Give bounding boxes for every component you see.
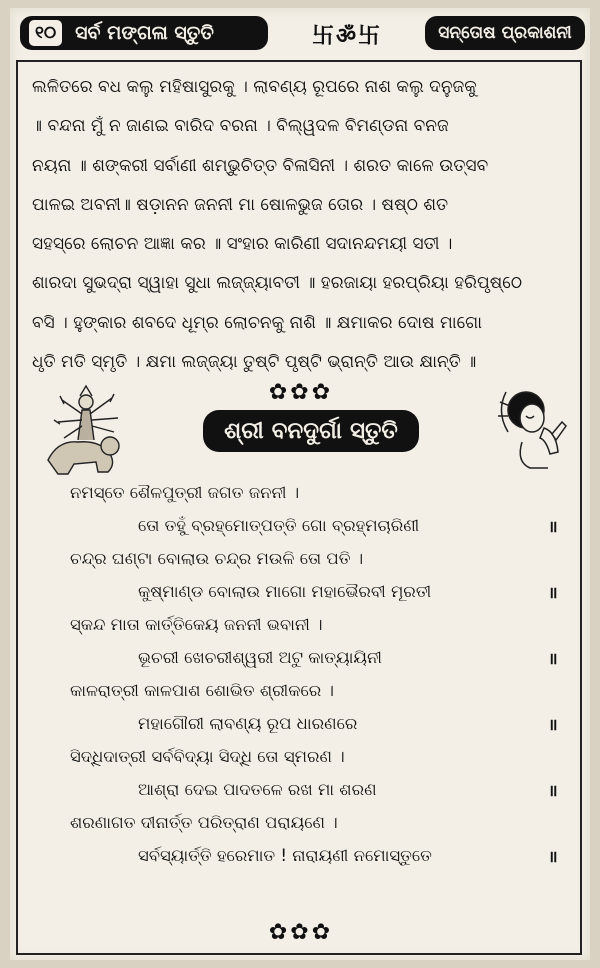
verse-line: ସ୍କନ୍ଦ ମାତା କାର୍ତ୍ତିକେୟ ଜନନୀ ଭବାନୀ । <box>70 615 323 634</box>
content-frame <box>16 60 582 955</box>
page-number: ୧୦ <box>26 17 65 49</box>
verse-end-marker: ॥ <box>548 649 558 668</box>
verse-line: ତୋ ତହୁଁ ବ୍ରହ୍ମୋତ୍ପତ୍ତି ଗୋ ବ୍ରହ୍ମଚାରିଣୀ <box>138 516 420 535</box>
verse-line: ଚନ୍ଦ୍ର ଘଣ୍ଟା ବୋଲାଉ ଚନ୍ଦ୍ର ମଉଳି ତୋ ପତି । <box>70 549 364 568</box>
prose-line: ଧୃତି ମତି ସ୍ମୃତି । କ୍ଷମା ଲଜ୍ଜ୍ୟା ତୁଷ୍ଟି ପୃଷ୍ଟି ଭ୍ରାନ୍ତି ଆଉ କ୍ଷାନ୍ତି ॥ <box>32 352 477 373</box>
prose-line: ସହସ୍ରେ ଲୋଚନ ଆଜ୍ଞା କର ॥ ସଂହାର କାରିଣୀ ସଦାନନ୍ଦମୟୀ ସତୀ । <box>32 234 453 255</box>
prose-block <box>32 68 572 382</box>
verse-line: ସିଦ୍ଧିଦାତ୍ରୀ ସର୍ବବିଦ୍ୟା ସିଦ୍ଧି ତୋ ସ୍ମରଣ । <box>70 747 345 766</box>
book-title: ସର୍ବ ମଙ୍ଗଳା ସ୍ତୁତି <box>75 22 214 44</box>
book-title-banner <box>20 16 268 50</box>
verse-line: ସର୍ବସ୍ୟାର୍ତ୍ତି ହରେମାତ ! ନାରାୟଣୀ ନମୋସ୍ତୁତେ <box>138 846 432 865</box>
verse-line: କାଳରାତ୍ରୀ କାଳପାଶ ଶୋଭିତ ଶ୍ରୀକରେ । <box>70 681 334 700</box>
flower-divider-top: ✿✿✿ <box>268 380 334 405</box>
verse-line: ଶରଣାଗତ ଦୀନାର୍ତ୍ତ ପରିତ୍ରାଣ ପରାୟଣେ । <box>70 813 338 832</box>
flower-divider-bottom: ✿✿✿ <box>268 920 334 945</box>
prose-line: ପାଳଇ ଅବନୀ॥ ଷଡ଼ାନନ ଜନନୀ ମା ଷୋଳଭୁଜ ତୋର । ଷଷ୍ଠ ଶତ <box>32 194 449 215</box>
section-title-banner <box>203 410 419 452</box>
book-page <box>10 8 590 960</box>
devotee-praying-illustration-icon <box>496 382 578 472</box>
verse-end-marker: ॥ <box>548 583 558 602</box>
prose-line: ଲଳିତରେ ବଧ କଲୁ ମହିଷାସୁରକୁ । ଲାବଣ୍ୟ ରୂପରେ ନାଶ କଲୁ ଦନୁଜକୁ <box>32 77 477 97</box>
goddess-on-lion-illustration-icon <box>38 380 130 480</box>
page-header <box>10 8 590 60</box>
verse-end-marker: ॥ <box>548 517 558 536</box>
publisher-banner <box>425 16 585 50</box>
verse-line: ନମସ୍ତେ ଶୈଳପୁତ୍ରୀ ଜଗତ ଜନନୀ । <box>70 483 300 502</box>
prose-line: ବସି । ହୁଙ୍କାର ଶବଦେ ଧୂମ୍ର ଲୋଚନକୁ ନାଶି ॥ କ୍ଷମାକର ଦୋଷ ମାଗୋ <box>32 312 483 333</box>
publisher-name: ସନ୍ତୋଷ ପ୍ରକାଶନୀ <box>438 23 572 43</box>
prose-line: ॥ ବନ୍ଦନା ମୁଁ ନ ଜାଣଇ ବାରିଦ ବରନା । ବିଲ୍ୱଦଳ ବିମଣ୍ଡନା ବନଜ <box>32 116 449 137</box>
prose-line: ଶାରଦା ସୁଭଦ୍ରା ସ୍ୱାହା ସୁଧା ଲଜ୍ଜ୍ୟାବତୀ ॥ ହରଜାୟା ହରପ୍ରିୟା ହରିପୃଷ୍ଠେ <box>32 273 523 294</box>
verse-line: ମହାଗୌରୀ ଲାବଣ୍ୟ ରୂପ ଧାରଣରେ <box>138 714 358 733</box>
verse-end-marker: ॥ <box>548 847 558 866</box>
prose-line: ନୟନା ॥ ଶଙ୍କରୀ ସର୍ବାଣୀ ଶମ୍ଭୁଚିତ୍ତ ବିଳାସିନୀ । ଶରତ କାଳେ ଉତ୍ସବ <box>32 155 489 176</box>
verse-line: ଭୂଚରୀ ଖେଚରୀଶ୍ୱରୀ ଅଟୁ କାତ୍ୟାୟିନୀ <box>138 648 382 667</box>
om-swastika-emblem: 卐ॐ卐 <box>311 23 383 49</box>
verse-end-marker: ॥ <box>548 715 558 734</box>
verse-line: ଆଶ୍ରା ଦେଇ ପାଦତଳେ ରଖ ମା ଶରଣ <box>138 780 377 799</box>
verse-line: କୁଷ୍ମାଣ୍ଡ ବୋଲାଉ ମାଗୋ ମହାଭୈରବୀ ମୂରତୀ <box>138 582 432 601</box>
section-title: ଶ୍ରୀ ବନଦୁର୍ଗା ସ୍ତୁତି <box>224 418 398 444</box>
verse-end-marker: ॥ <box>548 781 558 800</box>
